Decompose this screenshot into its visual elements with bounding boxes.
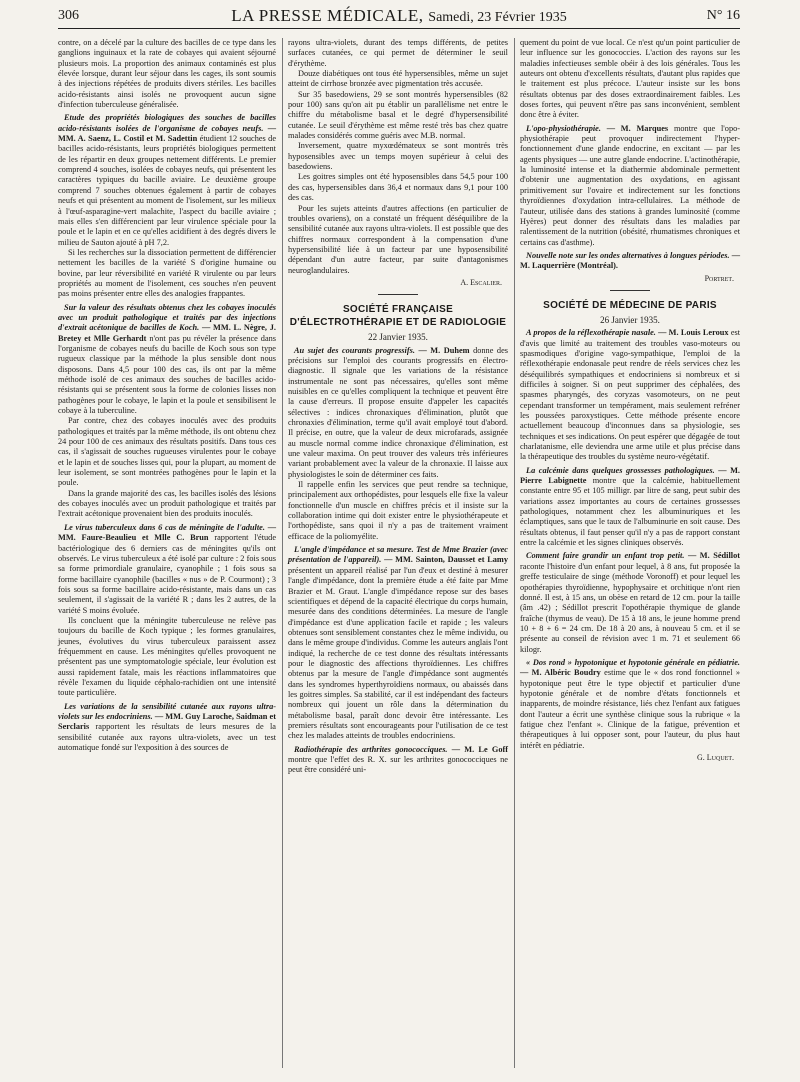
article-abstract	[520, 251, 740, 272]
article-authors: — M. Sédillot	[687, 551, 740, 561]
article-authors: — M. Duhem	[418, 345, 470, 355]
article-title: Comment faire grandir un enfant trop petit.	[526, 551, 685, 561]
article-title: Radiothérapie des arthrites gonococciques.	[294, 744, 448, 754]
article-title: Au sujet des courants progressifs.	[294, 345, 415, 355]
society-heading: SOCIÉTÉ DE MÉDECINE DE PARIS	[543, 299, 717, 311]
article-abstract	[520, 466, 740, 549]
article-authors: — MM. A. Saenz, L. Costil et M. Sadettin	[58, 123, 276, 144]
article-abstract	[58, 113, 276, 247]
article-abstract	[58, 523, 276, 616]
society-heading-line: SOCIÉTÉ FRANÇAISE	[342, 304, 454, 316]
article-text: n'ont pas pu révéler la présence dans l'organisme de cobayes neufs du bacille de Koch sous son type rugueux classique par la méthode la plus sensible dont nous disposons. Dans 4,5 pour 100 des cas, ils ont par la même méthode isolé de ces animaux des souches de bacilles acido-résistants qui se présentent sous la forme de colonies lisses non pathogènes pour le cobaye, le lapin et la poule et sensibilisent le cobaye à la tuberculine.	[58, 333, 277, 416]
article-authors: — MM. Guy Laroche, Saidman et Serclaris	[58, 712, 277, 732]
article-authors: — M. Albéric Boudry	[520, 668, 601, 678]
paragraph: quement du point de vue local. Ce n'est qu'un point particulier de leur influence sur les gonococcies. L'action des rayons sur les maladies infectieuses semble obéir à des lois générales. Tous les auteurs ont obtenu d'excellents résultats, d'autant plus rapides que le traitement est plus précoce. L'auteur insiste sur les bons résultats obtenus par des doses extraordinairement faibles. Les doses fortes, qui peuvent n'être pas sans inconvénient, semblent donc être à éviter.	[520, 38, 740, 120]
column-1	[58, 38, 276, 753]
column-3	[520, 38, 740, 763]
issue-date: Samedi, 23 Février 1935	[428, 10, 567, 25]
signature: Portret.	[704, 273, 734, 283]
session-date: 22 Janvier 1935.	[368, 332, 428, 343]
journal-title: LA PRESSE MÉDICALE,	[231, 6, 424, 25]
paragraph: Par contre, chez des cobayes inoculés avec des produits pathologiques et traités par la même méthode, ils ont obtenu chez 24 pour 100 de ces animaux des résultats positifs. Dans tous ces cas, il s'agissait de souches rugueuses virulentes pour le cobaye et le lapin et de souches lisses qui, pour la plupart, au moment de leur isolement, se sont montrées pathogènes pour le lapin et la poule.	[58, 416, 276, 488]
article-abstract	[520, 658, 740, 751]
article-authors: — MM. L. Nègre, J. Bretey et Mlle Gerhardt	[58, 323, 276, 343]
paragraph: Si les recherches sur la dissociation permettent de différencier nettement les bacilles de la variété S d'origine humaine ou bovine, par leur réversibilité en variété R virulente ou par leurs propriétés au moment de l'isolement, ces souches n'en peuvent pas moins présenter entre elles des analogies frappantes.	[58, 247, 276, 299]
article-text: donne des précisions sur l'emploi des courants progressifs en électro-diagnostic. Il signale que les variations de la résistance instrumentale ne sont pas nécessaires, qu'elles sont même nuisibles en ce qu'elles compliquent la technique et peuvent être la cause d'erreurs. Il propose ensuite d'appeler les capacités sélectives : indices chronaxiques d'élimination, plutôt que chronaxies d'élimination, terme qu'il avait employé tout d'abord. Il précise, en outre, que la valeur de deux microfarads, assignée au muscle normal comme indice chronaxique d'élimination, est une valeur maxima. On peut trouver des valeurs très inférieures variant probablement avec la valeur de la chronaxie. Il laisse aux physiologistes le soin de déterminer ces faits.	[288, 345, 508, 479]
article-abstract	[288, 545, 508, 742]
article-title: L'opo-physiothérapie.	[526, 123, 601, 133]
article-text: présentent un appareil réalisé par l'un d'eux et destiné à mesurer l'angle d'impédance, dont la première étude a été faite par Mme Brazier et M. Graut. L'angle d'impédance repose sur des bases scientifiques et dépend de la capacité électrique du corps humain, mesurée dans des conditions déterminées. La mesure de l'angle d'impédance est d'une application facile et rapide ; les valeurs obtenues sont sensiblement constantes chez le même individu, ou dans le même groupe d'individus. Comme les auteurs anglais l'ont indiqué, la recherche de ce test donne des résultats intéressants pour le diagnostic des affections thyroïdiennes. Les chiffres obtenus par la mesure de l'angle d'impédance sont augmentés dans les syndromes hyperthyroïdiens normaux, ou abaissés dans les goitres simples. Sa stabilité, car il est indépendant des facteurs nombreux qui jouent un rôle dans la détermination du métabolisme basal, paraît donc devoir être intéressante. Les premiers résultats sont encourageants pour l'utilisation de ce test chez les malades atteints de troubles endocriniens.	[288, 565, 508, 741]
masthead	[58, 6, 740, 26]
signature: G. Luquet.	[697, 753, 734, 762]
article-text: est d'avis que limité au traitement des troubles vaso-moteurs ou spasmodiques d'origine vago-sympathique, l'emploi de la réflexothérapie endonasale peut rendre de réels services chez les déséquilibrés sympathiques et endocriniens si nombreux et si difficiles à soigner. Si on peut supprimer des céphalées, des spasmes pharyngés, des coryzas vasomoteurs, on ne peut cependant transformer un tempérament, mais seulement refréner les poussées paroxystiques. Cette méthode présente encore actuellement beaucoup d'inconnues dans sa physiologie, ses techniques et ses indications. On peut espérer que dégagée de tout charlatanisme, elle deviendra une arme utile et plus précise dans la thérapeutique des troubles du système neuro-végétatif.	[520, 328, 741, 462]
paragraph: contre, on a décelé par la culture des bacilles de ce type dans les ganglions inguinaux et la rate de cobayes qui avaient séjourné plusieurs mois. La proportion des animaux contaminés est plus élevée lorsque, durant leur séjour dans les cages, ils sont soumis à des injections répétées de produits divers stériles. Les bacilles acido-résistants ainsi isolés ne provoquent aucun signe d'infection tuberculeuse généralisée.	[58, 38, 276, 110]
paragraph: Sur 35 basedowiens, 29 se sont montrés hypersensibles (82 pour 100) sans qu'on ait pu établir un parallélisme net entre le chiffre du métabolisme basal et le degré d'hypersensibilité cutanée. Le seuil d'érythème est même resté très bas chez quatre malades considérés comme guéris avec M.B. normal.	[288, 89, 508, 141]
article-authors: — M. Marques	[606, 123, 669, 133]
article-authors: — MM. Sainton, Dausset et Lamy	[384, 555, 508, 565]
paragraph: Il rappelle enfin les services que peut rendre sa technique, principalement aux orthopédistes, pour lesquels elle fixe la valeur fonctionnelle d'un muscle en chiffres précis et il insiste sur la collaboration intime qui doit exister entre le physiothérapeute et l'orthopédiste, sans quoi il n'y a pas de traitement vraiment efficace de la poliomyélite.	[288, 480, 508, 541]
article-text: rapportent l'étude bactériologique des 6 derniers cas de méningites qu'ils ont observés. Le virus tuberculeux a été isolé par culture : 2 fois sous sa forme primordiale granulaire, cyanophile ; 1 fois sous sa forme bacillaire cyanophile (bacilles « nus » de P. Courmont) ; 3 fois sous sa forme bacillaire acido-résistante, mais dans un cas seulement, il s'agissait de la variété R ; dans les 2 autres, de la variété S moins évoluée.	[58, 533, 277, 615]
column-divider	[514, 38, 515, 1068]
article-text: rapportent les résultats de leurs mesures de la sensibilité cutanée aux rayons ultra-violets, avec un test automatique fondé sur l'exposition à des sources de	[58, 722, 276, 753]
article-abstract	[520, 551, 740, 654]
article-abstract	[520, 124, 740, 248]
article-text: estime que le « dos rond fonctionnel » hypotonique peut être le type objectif et particulier d'une hypotonie générale et de nombre d'états fonctionnels et inapparents, de moindre résistance, liés chez l'enfant aux fatigues dont l'auteur a écrit une synthèse clinique sous la rubrique « la fatigue chez l'enfant ». Clinique de la fatigue, prévention et thérapeutiques à lui opposer sont, pour l'auteur, du plus haut intérêt en pédiatrie.	[520, 668, 741, 750]
paragraph: Dans la grande majorité des cas, les bacilles isolés des lésions des cobayes inoculés avec un produit pathologique et traités par l'extrait acétonique provenaient bien des produits inoculés.	[58, 488, 276, 519]
column-2	[288, 38, 508, 776]
issue-number: N° 16	[706, 8, 740, 23]
article-abstract	[288, 346, 508, 480]
article-abstract	[520, 328, 740, 462]
section-separator	[610, 290, 650, 291]
paragraph: Pour les sujets atteints d'autres affections (en particulier de troubles ovariens), on a constaté un fréquent déséquilibre de la sensibilité cutanée aux rayons ultra-violets. Il est possible que des chiffres normaux correspondent à la compensation d'une hypersensibilité liée à un facteur par une hyposensibilité dépendant d'un autre facteur, par suite d'antagonismes neuroglandulaires.	[288, 203, 508, 275]
article-text: montre que l'opo-physiothérapie peut provoquer indirectement l'hyper-fonctionnement d'une glande endocrine, en excitant — par les agents physiques — une autre glande endocrine. L'actinothérapie, la luminosité intense et la diathermie abdominale permettent d'obtenir une augmentation des oxydations, en agissant primitivement sur l'ovaire et indirectement sur les fonctions thyroïdiennes d'oxydation intra-cellulaires. La méthode de l'auteur, utilisée dans des stations à grandes luminosité (comme Hyères) peut donner des résultats dans les maladies par ralentissement de la nutrition (obésité, rhumatismes chroniques et certains cas d'asthme).	[520, 123, 741, 247]
article-authors: — MM. Faure-Beaulieu et Mlle C. Brun	[58, 522, 277, 543]
paragraph: Douze diabétiques ont tous été hypersensibles, même un sujet atteint de cirrhose bronzée avec pigmentation très accusée.	[288, 69, 508, 89]
paragraph: Ils concluent que la méningite tuberculeuse ne relève pas toujours du bacille de Koch typique ; les formes granulaires, jeunes, évolutives du virus tuberculeux paraissent assez fréquemment en cause. Les méningites qu'elles provoquent ne présentent pas une symptomatologie spéciale, leur évolution est aussi rapidement fatale, mais les réactions inflammatoires que révèle l'examen du liquide céphalo-rachidien ont une intensité toute particulière.	[58, 615, 276, 698]
paragraph: Les goitres simples ont été hyposensibles dans 54,5 pour 100 des cas, hypersensibles dans 36,4 et normaux dans 9,1 pour 100 des cas.	[288, 172, 508, 203]
page-number: 306	[58, 8, 79, 23]
article-title: A propos de la réflexothérapie nasale.	[526, 328, 656, 338]
article-text: montre que l'effet des R. X. sur les arthrites gonococciques ne peut être considéré uni-	[288, 755, 508, 775]
article-authors: — M. Le Goff	[451, 744, 508, 754]
article-title: « Dos rond » hypotonique et hypotonie générale en pédiatrie.	[526, 657, 740, 667]
article-authors: — M. Laquerrière (Montréal).	[520, 250, 740, 271]
article-text: montre que la calcémie, habituellement constante entre 95 et 105 milligr. par litre de sang, peut subir des variations assez importantes au cours de certaines grossesses pathologiques, notamment chez les albuminuriques et les éclamptiques, sans que le taux de l'albuminurie en soit cause. Des résultats obtenus, il faut penser qu'il n'y a pas de rapport constant entre la calcémie et les signes cliniques observés.	[520, 476, 740, 548]
article-authors: — M. Louis Leroux	[658, 328, 729, 338]
header-rule	[58, 28, 740, 29]
paragraph: Inversement, quatre myxœdémateux se sont montrés très hyposensibles avec un temps moyen supérieur à celui des basedowiens.	[288, 141, 508, 172]
page-header	[58, 6, 740, 28]
article-text: raconte l'histoire d'un enfant pour lequel, à 8 ans, fut proposée la greffe testiculaire de singe (méthode Voronoff) et pour lequel les opothérapies thyroïdienne, hypophysaire et orchitique n'ont rien donné. Il est, à 15 ans, un obèse en retard de 12 cm. pour la taille (âm .42) ; Sédillot prescrit l'opothérapie thymique de glande fraîche (thymus de veau). De 15 à 18 ans, le jeune homme prend 10 + 8 + 6 = 24 cm. De 18 à 20 ans, à nouveau 5 cm. et il se présente au conseil de révision avec 1 m. 71 et seulement 66 kilogr.	[520, 561, 740, 654]
article-title: Etude des propriétés biologiques des souches de bacilles acido-résistants isolées de l'organisme de cobayes neufs.	[58, 113, 276, 133]
column-divider	[282, 38, 283, 1068]
paragraph: rayons ultra-violets, durant des temps différents, de petites surfaces cutanées, ce qui permet de déterminer le seuil d'érythème.	[288, 38, 508, 68]
session-date: 26 Janvier 1935.	[600, 314, 660, 325]
article-abstract	[58, 303, 276, 417]
article-title: Les variations de la sensibilité cutanée aux rayons ultra-violets sur les endocriniens.	[58, 701, 276, 721]
article-abstract	[288, 745, 508, 776]
article-authors: — M. Pierre Labignette	[520, 465, 740, 486]
article-title: Sur la valeur des résultats obtenus chez les cobayes inoculés avec un produit pathologique et traités par des injections d'extrait acétonique de bacilles de Koch.	[58, 302, 276, 333]
section-separator	[378, 294, 418, 295]
article-text: étudient 12 souches de bacilles acido-résistants, leurs propriétés biologiques permettent de les répartir en deux groupes nettement différents. Le premier comprend 4 souches, isolées de cobayes neufs, qui présentent les caractères typiques du bacille aviaire. Le deuxième groupe comprend 7 souches obtenues également à partir de cobayes neufs et qui présentent au moment de l'isolement, sur les milieux à l'œuf-asparagine-vert malachite, l'aspect du bacille aviaire ; mais elles s'en différencient par leur virulence spéciale pour la poule et le lapin et en ce qu'elles acidifient à des degrés divers le milieu de Sauton ajouté à pH 7,2.	[58, 134, 277, 247]
article-title: Nouvelle note sur les ondes alternatives à longues périodes.	[526, 250, 730, 260]
society-heading	[288, 303, 508, 329]
article-abstract	[58, 702, 276, 754]
article-title: L'angle d'impédance et sa mesure. Test de Mme Brazier (avec présentation de l'appareil).	[288, 545, 508, 565]
article-title: La calcémie dans quelques grossesses pathologiques.	[526, 465, 715, 475]
article-title: Le virus tuberculeux dans 6 cas de méningite de l'adulte.	[64, 522, 265, 532]
signature: A. Escalier.	[460, 277, 502, 287]
society-heading-line: D'ÉLECTROTHÉRAPIE ET DE RADIOLOGIE	[289, 317, 507, 329]
